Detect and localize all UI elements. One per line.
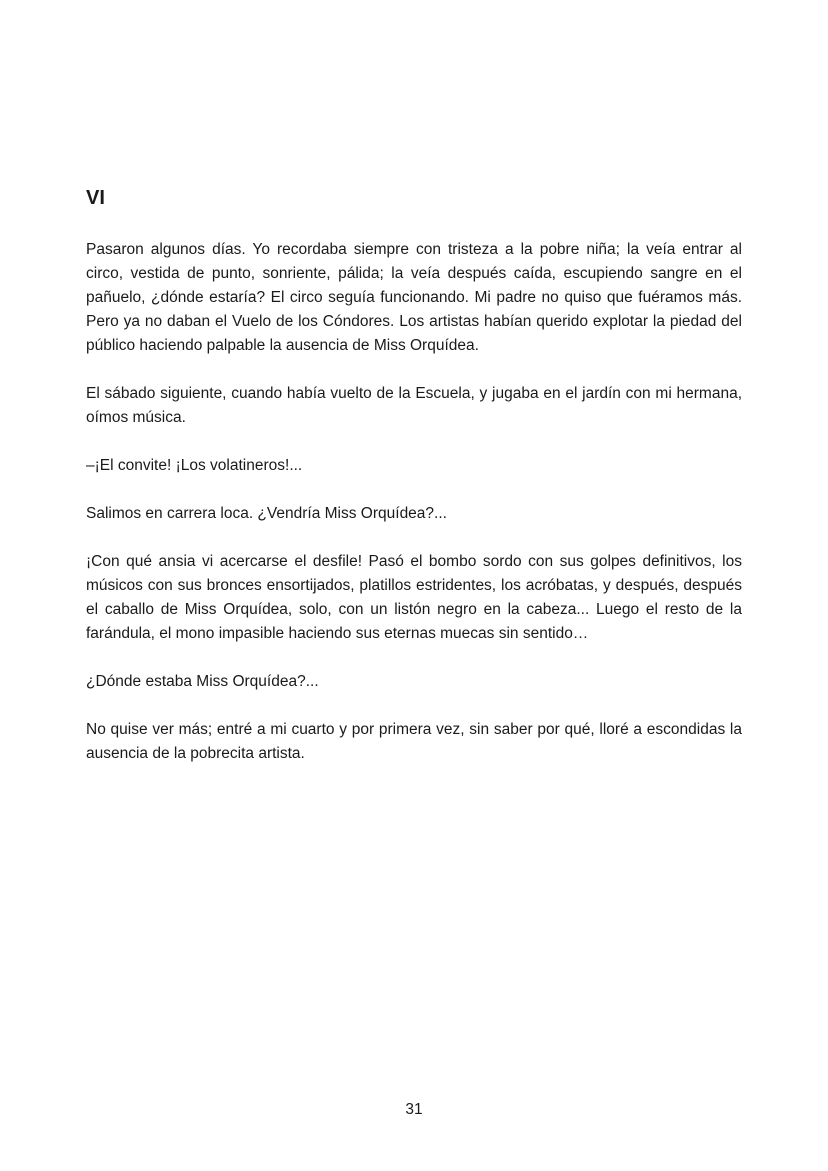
paragraph: No quise ver más; entré a mi cuarto y por primera vez, sin saber por qué, lloré a escondidas la ausencia de la pobrecita artista. [86, 721, 742, 762]
paragraph: Salimos en carrera loca. ¿Vendría Miss Orquídea?... [86, 505, 447, 522]
paragraph: Pasaron algunos días. Yo recordaba siempre con tristeza a la pobre niña; la veía entrar al circo, vestida de punto, sonriente, pálida; la veía después caída, escupiendo sangre en el pañuelo, ¿dónde estaría? El circo seguía funcionando. Mi padre no quiso que fuéramos más. Pero ya no daban el Vuelo de los Cóndores. Los artistas habían querido explotar la piedad del público haciendo palpable la ausencia de Miss Orquídea. [86, 241, 742, 354]
page-number: 31 [405, 1101, 423, 1118]
paragraph: –¡El convite! ¡Los volatineros!... [86, 457, 303, 474]
chapter-heading: VI [86, 187, 105, 209]
paragraph: ¡Con qué ansia vi acercarse el desfile! Pasó el bombo sordo con sus golpes definitivos, los músicos con sus bronces ensortijados, platillos estridentes, los acróbatas, y después, después el caballo de Miss Orquídea, solo, con un listón negro en la cabeza... Luego el resto de la farándula, el mono impasible haciendo sus eternas muecas sin sentido… [86, 553, 742, 642]
paragraph: ¿Dónde estaba Miss Orquídea?... [86, 673, 319, 690]
paragraph: El sábado siguiente, cuando había vuelto de la Escuela, y jugaba en el jardín con mi hermana, oímos música. [86, 385, 742, 426]
